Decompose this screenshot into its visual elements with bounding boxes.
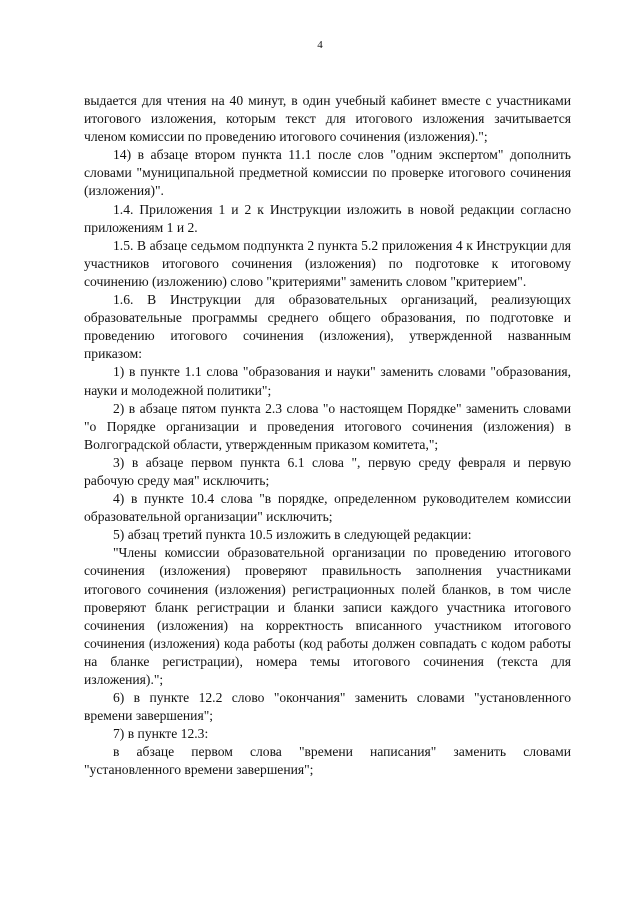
paragraph-item-7: 7) в пункте 12.3: [113, 726, 209, 742]
paragraph-item-14: 14) в абзаце втором пункта 11.1 после слов "одним экспертом" дополнить словами "муниципальной предметной комиссии по проверке итогового сочинения (изложения)". [84, 147, 571, 199]
page-number: 4 [317, 39, 323, 51]
paragraph-item-6: 6) в пункте 12.2 слово "окончания" заменить словами "установленного времени завершения"; [84, 690, 571, 724]
paragraph-item-3: 3) в абзаце первом пункта 6.1 слова ", первую среду февраля и первую рабочую среду мая" исключить; [84, 454, 571, 488]
document-body [84, 92, 571, 780]
paragraph-1-6: 1.6. В Инструкции для образовательных организаций, реализующих образовательные программы среднего общего образования, по подготовке и проведению итогового сочинения (изложения), утвержденной названным приказом: [84, 292, 571, 362]
paragraph-item-5: 5) абзац третий пункта 10.5 изложить в следующей редакции: [113, 527, 472, 543]
paragraph-item-4: 4) в пункте 10.4 слова "в порядке, определенном руководителем комиссии образовательной организации" исключить; [84, 491, 571, 525]
paragraph-continuation: выдается для чтения на 40 минут, в один учебный кабинет вместе с участниками итогового изложения, которым текст для итогового изложения зачитывается членом комиссии по проведению итогового сочинения (изложения)."; [84, 93, 571, 145]
paragraph-item-7-subitem: в абзаце первом слова "времени написания" заменить словами "установленного времени завершения"; [84, 744, 571, 778]
paragraph-quoted-text: "Члены комиссии образовательной организации по проведению итогового сочинения (изложения) проверяют правильность заполнения участниками итогового сочинения (изложения) регистрационных полей бланков, в том числе проверяют бланк регистрации и бланки записи каждого участника итогового сочинения (изложения) на корректность вписанного участником итогового сочинения (изложения) кода работы (код работы должен совпадать с кодом работы на бланке регистрации), номера темы итогового сочинения (текста для изложения)."; [84, 545, 571, 687]
paragraph-item-1: 1) в пункте 1.1 слова "образования и науки" заменить словами "образования, науки и молодежной политики"; [84, 364, 571, 398]
paragraph-1-4: 1.4. Приложения 1 и 2 к Инструкции изложить в новой редакции согласно приложениям 1 и 2. [84, 201, 571, 235]
paragraph-item-2: 2) в абзаце пятом пункта 2.3 слова "о настоящем Порядке" заменить словами "о Порядке организации и проведения итогового сочинения (изложения) в Волгоградской области, утвержденным приказом комитета,"; [84, 400, 571, 452]
paragraph-1-5: 1.5. В абзаце седьмом подпункта 2 пункта 5.2 приложения 4 к Инструкции для участников итогового сочинения (изложения) по подготовке к итоговому сочинению (изложению) слово "критериями" заменить словом "критерием". [84, 237, 571, 289]
